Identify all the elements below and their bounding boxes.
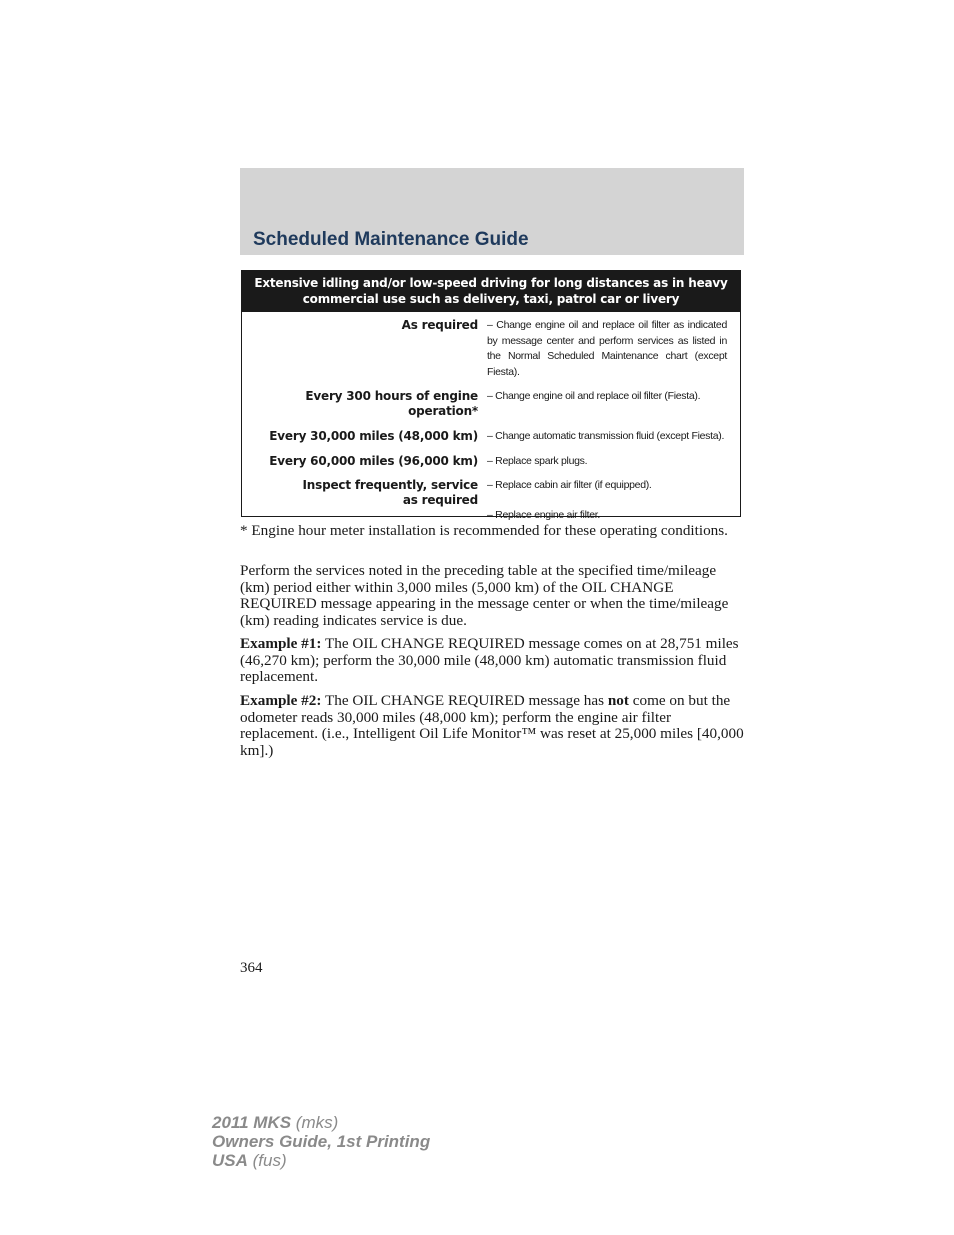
- example-1-text: The OIL CHANGE REQUIRED message comes on at 28,751 miles (46,270 km); perform the 30,000 mile (48,000 km) automatic transmission fluid replacement.: [240, 635, 739, 686]
- footer-line-2: Owners Guide, 1st Printing: [212, 1132, 431, 1151]
- row-action: – Change engine oil and replace oil filter (Fiesta).: [487, 390, 701, 402]
- example-2-label: Example #2:: [240, 692, 322, 709]
- table-rows: [242, 312, 740, 523]
- footer-market-code: (fus): [247, 1151, 287, 1170]
- page-number: 364: [240, 960, 263, 976]
- service-paragraph: Perform the services noted in the preceding table at the specified time/mileage (km) period either within 3,000 miles (5,000 km) of the OIL CHANGE REQUIRED message appearing in the message center or when the time/mileage (km) reading indicates service is due.: [240, 562, 729, 629]
- table-row: [242, 429, 740, 445]
- row-interval-label: Every 300 hours of engine operation*: [305, 389, 478, 418]
- footer-market: USA: [212, 1151, 248, 1170]
- table-header-line-1: Extensive idling and/or low-speed driving for long distances as in heavy: [254, 276, 728, 290]
- table-row: [242, 389, 740, 419]
- table-row: [242, 454, 740, 470]
- row-actions: [487, 478, 727, 523]
- maintenance-schedule-table: [241, 270, 741, 521]
- table-header: [242, 271, 740, 312]
- section-header-band: [240, 168, 744, 255]
- row-interval-label: Every 30,000 miles (48,000 km): [269, 429, 478, 443]
- row-action: – Replace engine air filter.: [487, 508, 601, 521]
- row-interval-label: As required: [401, 318, 478, 332]
- footnote: * Engine hour meter installation is recommended for these operating conditions.: [240, 522, 728, 539]
- section-title: Scheduled Maintenance Guide: [253, 229, 529, 250]
- row-action: – Replace cabin air filter (if equipped).: [487, 479, 652, 491]
- row-action: – Replace spark plugs.: [487, 454, 588, 467]
- example-2-emphasis: not: [607, 692, 629, 709]
- table-row: [242, 478, 740, 523]
- row-interval-label: Every 60,000 miles (96,000 km): [269, 453, 478, 468]
- footer-model: 2011 MKS: [212, 1113, 292, 1132]
- example-1-label: Example #1:: [240, 635, 322, 652]
- footer-model-code: (mks): [291, 1113, 339, 1132]
- example-2-text-after: come on but the odometer reads 30,000 miles (48,000 km); perform the engine air filter replacement. (i.e., Intelligent Oil Life Monitor™ was reset at 25,000 miles [40,000 km].): [240, 692, 744, 759]
- example-2: [240, 693, 745, 759]
- footer-line-1: [212, 1113, 430, 1132]
- table-header-line-2: commercial use such as delivery, taxi, patrol car or livery: [302, 292, 680, 306]
- table-row: [242, 318, 740, 380]
- document-footer: [212, 1113, 430, 1170]
- example-2-text-before: The OIL CHANGE REQUIRED message has: [321, 692, 608, 709]
- example-1: [240, 636, 745, 686]
- row-action: – Change engine oil and replace oil filter as indicated by message center and perform services as listed in the Normal Scheduled Maintenance chart (except Fiesta).: [487, 319, 727, 378]
- footer-line-3: [212, 1151, 430, 1170]
- row-action: – Change automatic transmission fluid (except Fiesta).: [487, 430, 725, 442]
- row-interval-label: Inspect frequently, service as required: [302, 478, 478, 507]
